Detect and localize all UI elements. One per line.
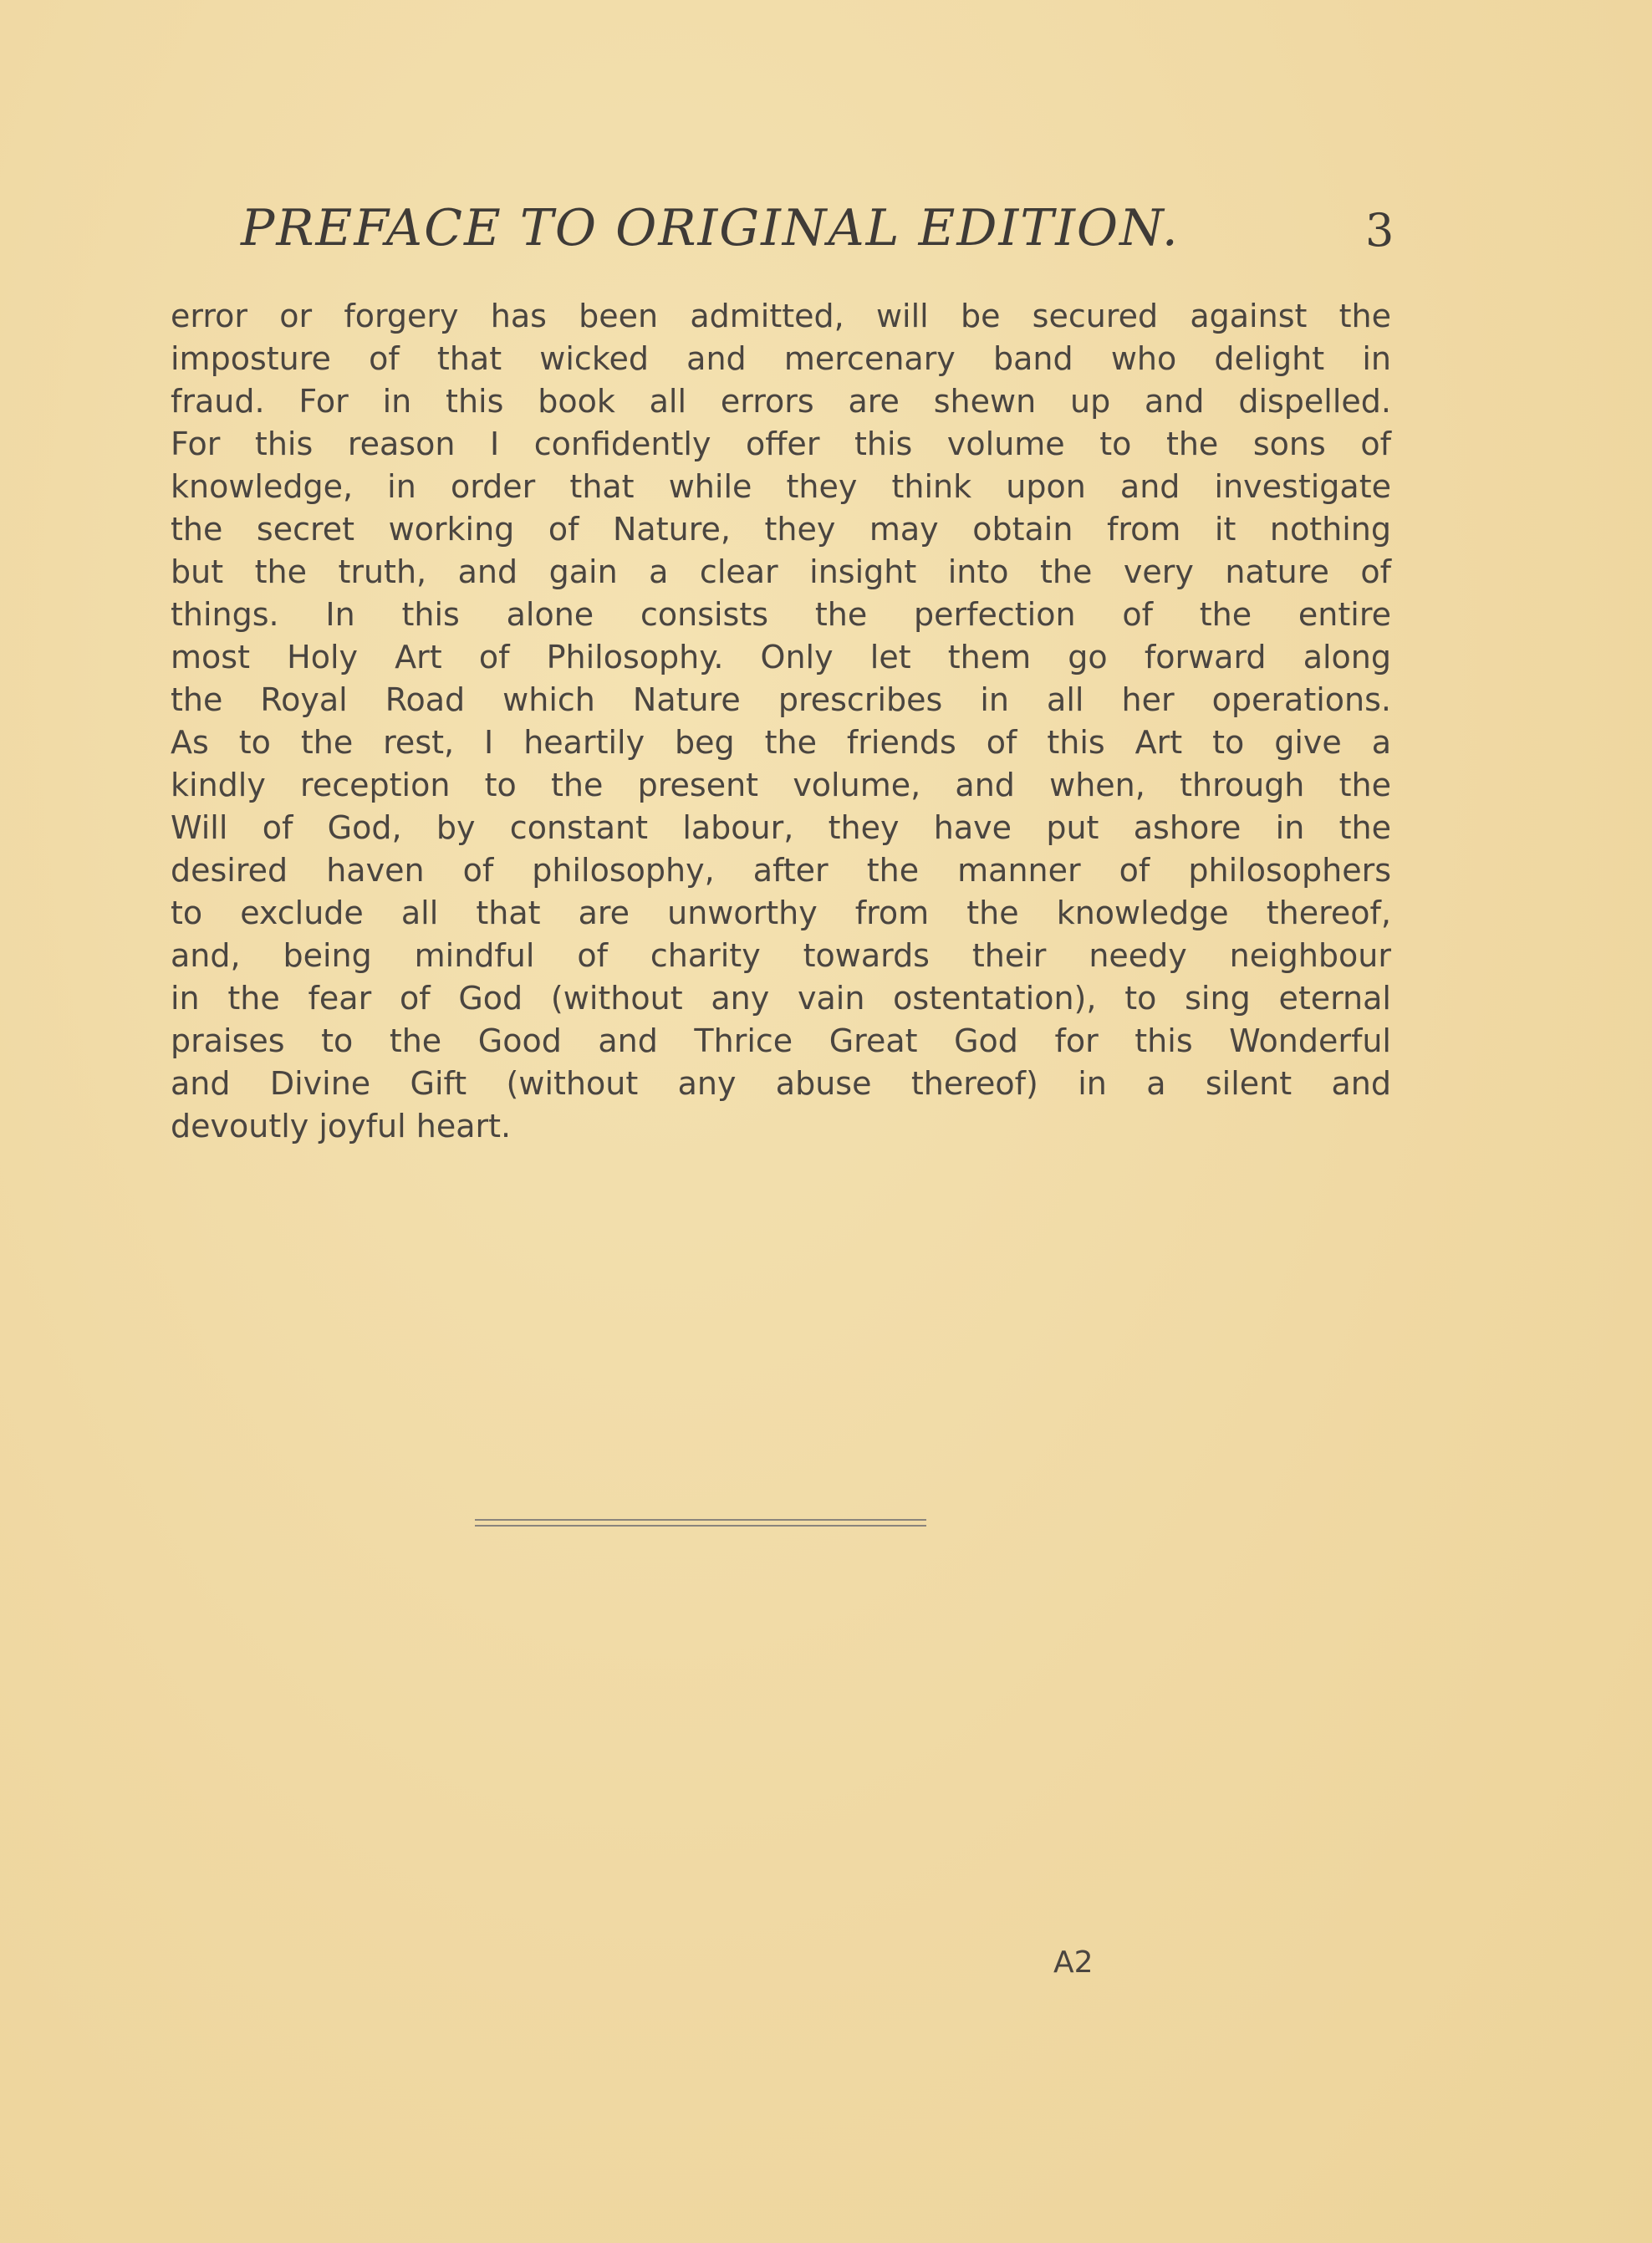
text-line: praises to the Good and Thrice Great God for this Wonderful (171, 1022, 1391, 1059)
text-line: things. In this alone consists the perfection of the entire (171, 596, 1391, 633)
text-line: desired haven of philosophy, after the manner of philosophers (171, 852, 1391, 889)
running-title: PREFACE TO ORIGINAL EDITION. (241, 199, 1180, 257)
text-line: to exclude all that are unworthy from the knowledge thereof, (171, 895, 1391, 931)
text-line: but the truth, and gain a clear insight into the very nature of (171, 553, 1391, 590)
running-head (241, 199, 1411, 266)
text-line: fraud. For in this book all errors are shewn up and dispelled. (171, 383, 1391, 420)
text-line: For this reason I confidently offer this volume to the sons of (171, 426, 1391, 462)
text-line: error or forgery has been admitted, will be secured against the (171, 298, 1391, 334)
page-number: 3 (1365, 204, 1395, 257)
text-line: the secret working of Nature, they may obtain from it nothing (171, 511, 1391, 548)
text-line-last: devoutly joyful heart. (171, 1108, 512, 1144)
text-line: Will of God, by constant labour, they have put ashore in the (171, 809, 1391, 846)
text-line: and, being mindful of charity towards their needy neighbour (171, 937, 1391, 974)
text-line: imposture of that wicked and mercenary band who delight in (171, 340, 1391, 377)
text-line: As to the rest, I heartily beg the friends of this Art to give a (171, 724, 1391, 761)
text-line: in the fear of God (without any vain ostentation), to sing eternal (171, 980, 1391, 1017)
text-line: and Divine Gift (without any abuse thereof) in a silent and (171, 1065, 1391, 1102)
text-line: knowledge, in order that while they think upon and investigate (171, 468, 1391, 505)
end-rule-bottom (475, 1525, 926, 1527)
text-line: most Holy Art of Philosophy. Only let them go forward along (171, 639, 1391, 675)
body-paragraph (171, 295, 1391, 1148)
end-rule-top (475, 1519, 926, 1521)
text-line: the Royal Road which Nature prescribes in all her operations. (171, 681, 1391, 718)
text-line: kindly reception to the present volume, and when, through the (171, 767, 1391, 803)
signature-mark: A2 (1053, 1945, 1094, 1980)
